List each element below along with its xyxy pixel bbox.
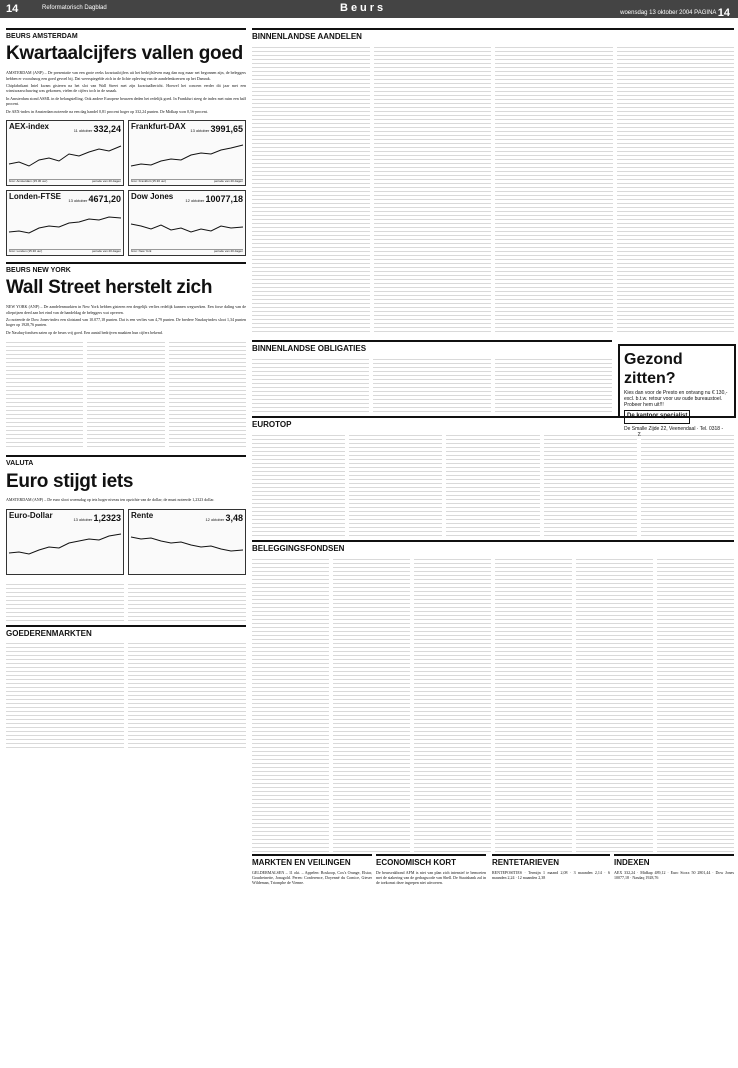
chart-title: Dow Jones: [131, 192, 174, 202]
chart-plot: [9, 134, 121, 176]
paragraph: In Amsterdam stond ASML in de belangstelling. Ook andere Europese beurzen deden het redelijk goed. In Frankfurt steeg de index met ruim een half procent.: [6, 95, 246, 107]
page-number-left: 14: [6, 3, 19, 15]
economy-block: [376, 854, 486, 1064]
dutch-shares-block: [252, 28, 734, 338]
section-title: Beurs: [340, 2, 387, 14]
chart-value: 11 oktober 332,24: [73, 124, 121, 135]
us-shares-table: [6, 339, 246, 449]
dutch-shares-table: [252, 44, 734, 334]
chart-eurodollar: [6, 509, 124, 575]
masthead: [0, 0, 738, 18]
left-column: [6, 28, 246, 1064]
ad-text: Kies dan voor de Presto en ontvang nu € 130,- excl. b.t.w. retour voor uw oude bureaustoel. Probeer hem uit!!!: [624, 390, 728, 409]
article-body: [6, 304, 246, 335]
dutch-bonds-block: [252, 340, 612, 410]
rates-block: [492, 854, 610, 1064]
chart-plot: [9, 523, 121, 565]
chart-value: 12 oktober 10077,18: [185, 194, 243, 205]
section-heading: BINNENLANDSE AANDELEN: [252, 28, 734, 42]
currency-kicker: VALUTA: [6, 455, 246, 468]
section-heading: BINNENLANDSE OBLIGATIES: [252, 340, 612, 354]
economy-text: De beursvakbond AFM is niet van plan zich intensief te bemoeien met de stakering van de gedragscode van Shell. De Staatsbank zal in de toekomst deze ingrepen niet uitvoeren.: [376, 869, 486, 885]
paragraph: NEW YORK (ANP) – De aandelenmarkten in New York hebben gisteren een dergelijk verlies redelijk kunnen wegwerken. Een forse daling van de olieprijzen deed aan het eind van de handeldag de beleggers wat opveren.: [6, 304, 246, 315]
paragraph: De Nasdaq-fondsen zaten op de beurs vrij goed. Een aantal bedrijven maakten hun cijfers bekend.: [6, 329, 163, 335]
chart-dow: [128, 190, 246, 256]
section-heading: BELEGGINGSFONDSEN: [252, 540, 734, 554]
advertisement[interactable]: [618, 344, 736, 432]
ad-title: Gezond zitten?: [624, 351, 683, 388]
issue-date: woensdag 13 oktober 2004 PAGINA 14: [620, 7, 730, 19]
chart-plot: [131, 204, 243, 246]
chart-value: 13 oktober 4671,20: [68, 194, 121, 205]
eurotop-block: [252, 416, 734, 536]
section-heading: EUROTOP: [252, 416, 734, 430]
chart-footer: bron: Frankfurt (15.30 uur) periode van 20 dagen: [131, 179, 243, 184]
article-headline: Kwartaalcijfers vallen goed: [6, 43, 243, 65]
paragraph: Chipfabrikant Intel kwam gisteren na het slot van Wall Street met zijn kwartaalbericht. Hoewel het concern eerder dit jaar met een winstwaarschuwing was gekomen, vielen de cijfers toch in de smaak.: [6, 83, 246, 94]
chart-plot: [9, 204, 121, 246]
commodities-table: [6, 640, 246, 750]
currency-headline: Euro stijgt iets: [6, 470, 134, 492]
article-kicker: BEURS AMSTERDAM: [6, 28, 246, 41]
currency-charts: [6, 509, 246, 575]
currency-table: [6, 581, 246, 621]
funds-block: [252, 540, 734, 852]
paragraph: AMSTERDAM (ANP) – De presentatie van een grote reeks kwartaalcijfers uit het bedrijfsleven mag dan nog maar net begonnen zijn, de beleggers hebben er vooralsnog een goed gevoel bij. Dat weerspiegelde zich in de lichte opleving van de aandelenkoersen op het Damrak.: [6, 70, 246, 81]
indices-text: AEX 332,24 · Midkap 489,12 · Euro Stoxx 50 2801,44 · Dow Jones 10077,18 · Nasdaq 1928,76: [614, 869, 734, 880]
chart-dax: [128, 120, 246, 186]
chart-title: Frankfurt-DAX: [131, 122, 186, 132]
chart-aex: [6, 120, 124, 186]
bonds-table: [252, 356, 612, 414]
rates-text: RENTEPOSITIES · Termijn 1 maand 2,08 · 3 maanden 2,14 · 6 maanden 2,24 · 12 maanden 2,38: [492, 869, 610, 880]
chart-rente: [128, 509, 246, 575]
chart-footer: bron: New York periode van 20 dagen: [131, 249, 243, 254]
paper-name: Reformatorisch Dagblad: [42, 5, 107, 11]
section-heading: MARKTEN EN VEILINGEN: [252, 854, 372, 868]
article-headline: Wall Street herstelt zich: [6, 277, 213, 299]
ad-logo: De kantoor specialist: [624, 410, 690, 423]
chart-title: Euro-Dollar: [9, 510, 53, 520]
section-heading: INDEXEN: [614, 854, 734, 868]
article-kicker: BEURS NEW YORK: [6, 262, 246, 275]
chart-footer: bron: Amsterdam (15.30 uur) periode van 20 dagen: [9, 179, 121, 184]
chart-plot: [131, 134, 243, 176]
chart-value: 12 oktober 3,48: [205, 512, 243, 523]
section-heading: ECONOMISCH KORT: [376, 854, 486, 868]
markets-block: [252, 854, 372, 1064]
chart-title: AEX-index: [9, 122, 50, 132]
chart-value: 13 oktober 1,2323: [73, 512, 121, 523]
chart-plot: [131, 523, 243, 565]
chart-footer: bron: Londen (15.30 uur) periode van 20 dagen: [9, 249, 121, 254]
funds-table: [252, 556, 734, 854]
chart-ftse: [6, 190, 124, 256]
eurotop-table: [252, 432, 734, 538]
chart-value: 13 oktober 3991,65: [190, 124, 243, 135]
chart-title: Londen-FTSE: [9, 192, 61, 202]
paragraph: Zo noteerde de Dow Jones-index een slotstand van 10.077,18 punten. Dat is een verlies van 4,79 punten. De bredere Nasdaq-index sloot 1,34 punten hoger op 1928,76 punten.: [6, 317, 246, 328]
section-heading: GOEDERENMARKTEN: [6, 625, 246, 639]
ad-address: De Smalle Zijde 22, Veenendaal · Tel. 0318 -: [624, 425, 724, 432]
section-heading: RENTETARIEVEN: [492, 854, 610, 868]
article-body: [6, 70, 246, 114]
indices-block: [614, 854, 734, 1064]
currency-text: AMSTERDAM (ANP) – De euro sloot woensdag op iets hoger niveau ten opzichte van de dollar; de munt noteerde 1,2323 dollar.: [6, 497, 215, 503]
chart-title: Rente: [131, 510, 154, 520]
paragraph: De AEX-index in Amsterdam noteerde na een dag handel 0,81 procent hoger op 332,24 punten. De Midkap won 0,56 procent.: [6, 108, 208, 114]
markets-text: GELDERMALSEN – 11 okt. – Appelen: Boskoop, Cox's Orange, Elstar, Goudreinette, Jonagold. Peren: Conference, Doyenné du Comice, Gieser Wildeman, Triomphe de Vienne.: [252, 869, 372, 885]
index-charts: [6, 120, 246, 256]
right-column: [252, 28, 734, 1064]
